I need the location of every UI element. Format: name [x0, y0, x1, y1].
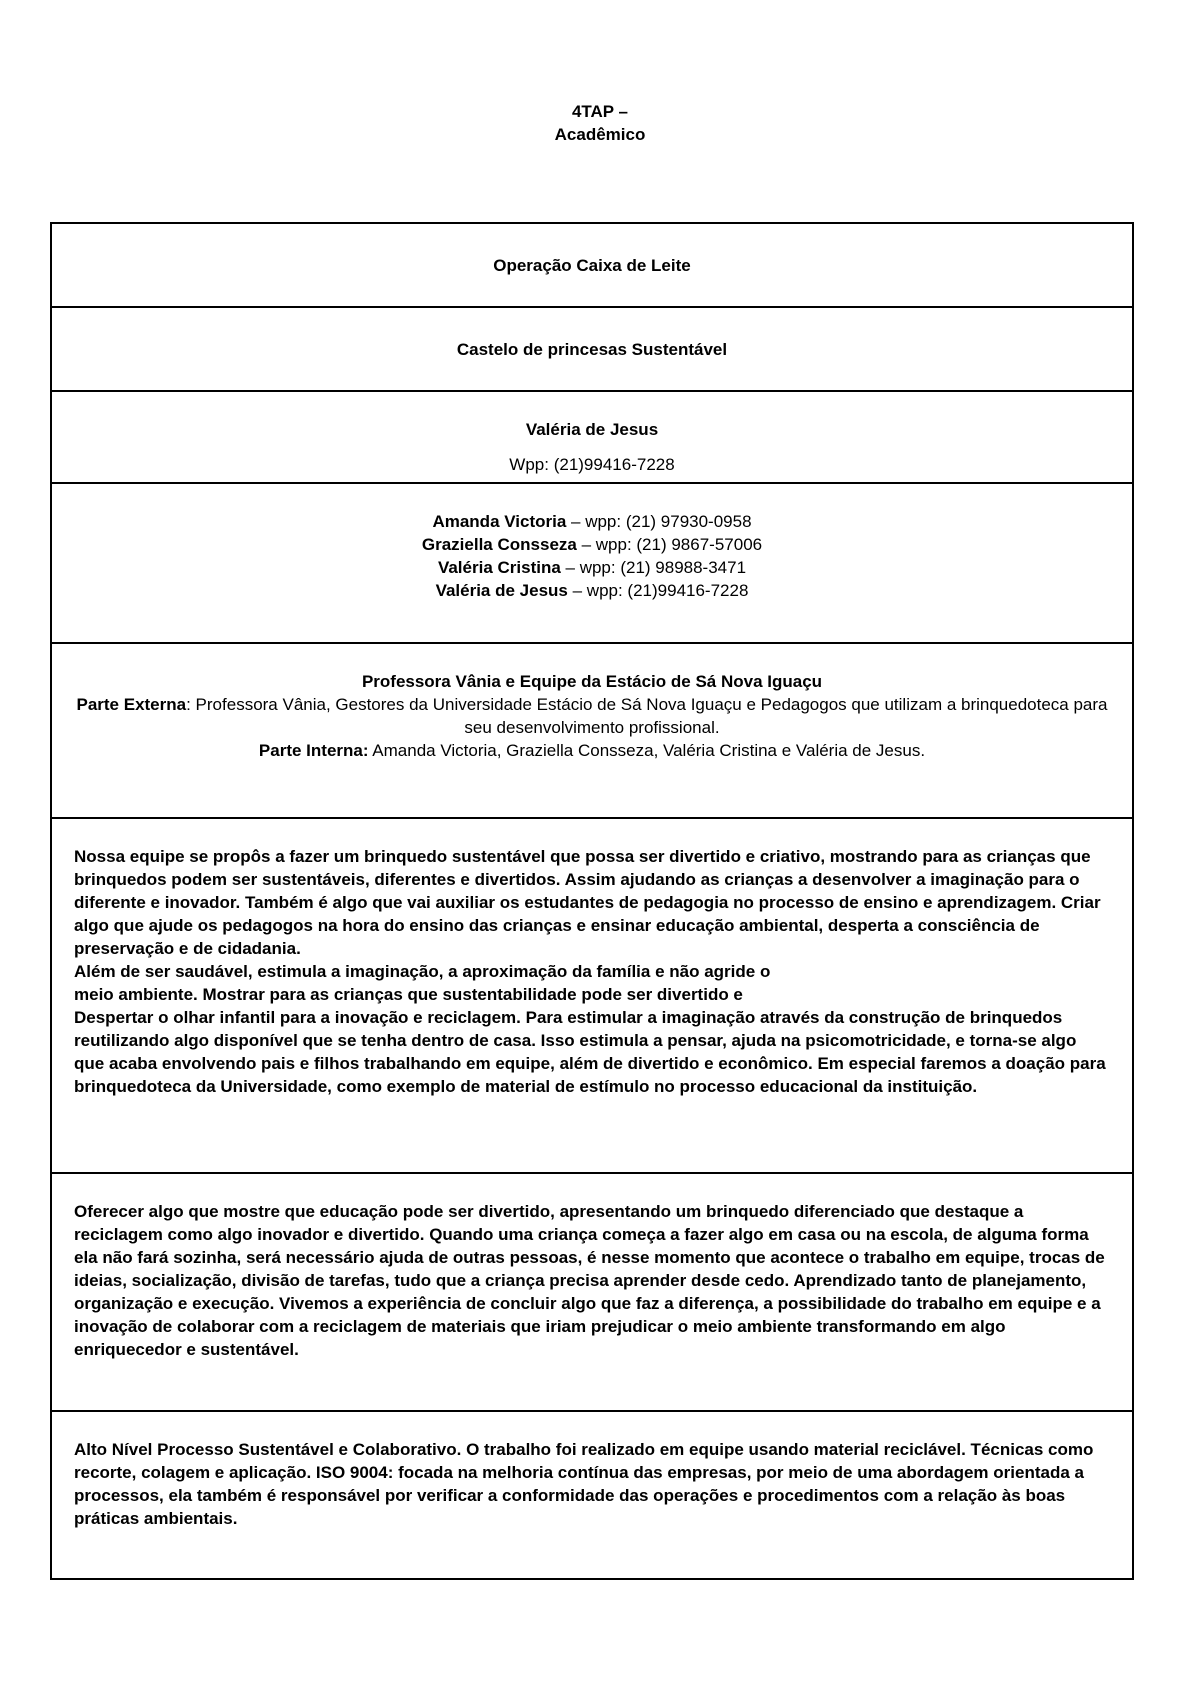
- description-paragraph: meio ambiente. Mostrar para as crianças que sustentabilidade pode ser divertido e: [74, 985, 743, 1004]
- internal-party: [74, 739, 1110, 762]
- leader-name: Valéria de Jesus: [525, 420, 659, 439]
- members-cell: [51, 483, 1133, 643]
- header-title: 4TAP –: [571, 102, 629, 121]
- description-paragraph: Nossa equipe se propôs a fazer um brinquedo sustentável que possa ser divertido e criativo, mostrando para as crianças que brinquedos podem ser sustentáveis, diferentes e divertidos. Assim ajudando as crianças a desenvolver a imaginação para o diferente e inovador. Também é algo que vai auxiliar os estudantes de pedagogia no processo de ensino e aprendizagem. Criar algo que ajude os pedagogos na hora do ensino das crianças e ensinar educação ambiental, desperta a consciência de preservação e de cidadania.: [74, 847, 1101, 958]
- row-operation: [51, 223, 1133, 307]
- leader-phone: Wpp: (21)99416-7228: [509, 455, 675, 474]
- member-name: Amanda Victoria: [432, 512, 567, 531]
- level-cell: [51, 1411, 1133, 1579]
- project-table: [50, 222, 1134, 1580]
- member-contact: – wpp: (21)99416-7228: [567, 581, 749, 600]
- operation-name: Operação Caixa de Leite: [51, 223, 1133, 307]
- external-label: Parte Externa: [76, 695, 187, 714]
- leader-cell: [51, 391, 1133, 483]
- description-cell: [51, 818, 1133, 1173]
- results-paragraph: Oferecer algo que mostre que educação pode ser divertido, apresentando um brinquedo diferenciado que destaque a reciclagem como algo inovador e divertido. Quando uma criança começa a fazer algo em casa ou na escola, de alguma forma ela não fará sozinha, será necessário ajuda de outras pessoas, é nesse momento que acontece o trabalho em equipe, trocas de ideias, socialização, divisão de tarefas, tudo que a criança precisa aprender desde cedo. Aprendizado tanto de planejamento, organização e execução. Vivemos a experiência de concluir algo que faz a diferença, a possibilidade do trabalho em equipe e a inovação de colaborar com a reciclagem de materiais que iriam prejudicar o meio ambiente transformando em algo enriquecedor e sustentável.: [74, 1202, 1105, 1359]
- member-contact: – wpp: (21) 97930-0958: [566, 512, 752, 531]
- member-name: Valéria de Jesus: [435, 581, 568, 600]
- row-project: [51, 307, 1133, 391]
- internal-label: Parte Interna:: [258, 741, 369, 760]
- document-header: [0, 100, 1200, 146]
- level-paragraph: Alto Nível Processo Sustentável e Colaborativo. O trabalho foi realizado em equipe usando material reciclável. Técnicas como recorte, colagem e aplicação. ISO 9004: focada na melhoria contínua das empresas, por meio de uma abordagem orientada a processos, ela também é responsável por verificar a conformidade das operações e procedimentos com a relação às boas práticas ambientais.: [74, 1440, 1094, 1528]
- row-leader: [51, 391, 1133, 483]
- member-contact: – wpp: (21) 9867-57006: [576, 535, 763, 554]
- member-name: Valéria Cristina: [437, 558, 561, 577]
- member-contact: – wpp: (21) 98988-3471: [560, 558, 747, 577]
- internal-text: Amanda Victoria, Graziella Consseza, Valéria Cristina e Valéria de Jesus.: [368, 741, 926, 760]
- row-stakeholders: [51, 643, 1133, 818]
- member-line: [74, 510, 1110, 533]
- row-description: [51, 818, 1133, 1173]
- member-line: [74, 556, 1110, 579]
- member-line: [74, 533, 1110, 556]
- external-text: : Professora Vânia, Gestores da Universidade Estácio de Sá Nova Iguaçu e Pedagogos que utilizam a brinquedoteca para seu desenvolvimento profissional.: [186, 695, 1108, 737]
- results-cell: [51, 1173, 1133, 1411]
- stakeholders-cell: [51, 643, 1133, 818]
- description-paragraph: Além de ser saudável, estimula a imaginação, a aproximação da família e não agride o: [74, 962, 771, 981]
- row-results: [51, 1173, 1133, 1411]
- row-level: [51, 1411, 1133, 1579]
- project-name: Castelo de princesas Sustentável: [51, 307, 1133, 391]
- row-members: [51, 483, 1133, 643]
- stakeholders-title: Professora Vânia e Equipe da Estácio de Sá Nova Iguaçu: [361, 672, 823, 691]
- external-party: [74, 693, 1110, 739]
- header-subtitle: Acadêmico: [554, 125, 646, 144]
- description-paragraph: Despertar o olhar infantil para a inovação e reciclagem. Para estimular a imaginação através da construção de brinquedos reutilizando algo disponível que se tenha dentro de casa. Isso estimula a pensar, ajuda na psicomotricidade, e torna-se algo que acaba envolvendo pais e filhos trabalhando em equipe, além de divertido e econômico. Em especial faremos a doação para brinquedoteca da Universidade, como exemplo de material de estímulo no processo educacional da instituição.: [74, 1008, 1106, 1096]
- member-name: Graziella Consseza: [421, 535, 577, 554]
- member-line: [74, 579, 1110, 602]
